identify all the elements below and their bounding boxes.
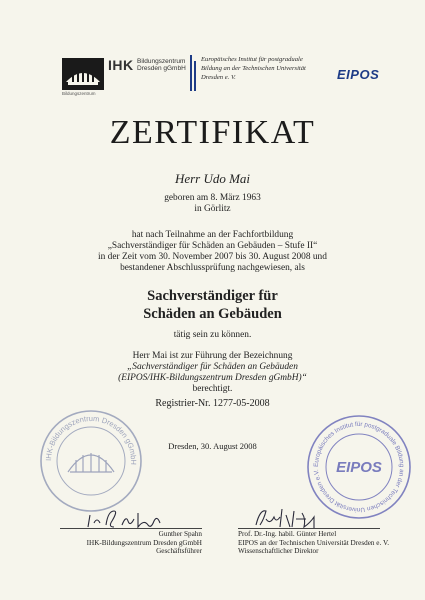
ihk-name-line2: Dresden gGmbH (137, 65, 186, 72)
eipos-logo: EIPOS (337, 67, 380, 82)
signatory-left (60, 530, 202, 556)
eipos-bars-icon (190, 55, 198, 91)
ihk-seal-stamp (38, 408, 144, 514)
qualification-line1: Sachverständiger für (147, 288, 278, 304)
grant-line4: berechtigt. (192, 384, 233, 394)
birth-info (0, 193, 425, 215)
course-intro (0, 230, 425, 274)
eipos-institute-name (201, 55, 306, 82)
certificate-title: ZERTIFIKAT (109, 114, 316, 151)
intro-line2: „Sachverständiger für Schäden an Gebäuden – Stufe II“ (107, 241, 318, 251)
born-place: in Görlitz (194, 204, 231, 214)
ihk-logo-text: IHK (108, 57, 134, 73)
signatory-right (238, 530, 408, 556)
born-date: geboren am 8. März 1963 (164, 193, 261, 203)
ihk-name-line1: Bildungszentrum (137, 58, 186, 65)
signatory-left-name: Gunther Spahn (158, 530, 202, 538)
grant-line1: Herr Mai ist zur Führung der Bezeichnung (132, 351, 293, 361)
intro-line3: in der Zeit vom 30. November 2007 bis 30. August 2008 und (98, 252, 327, 262)
signature-line-left (60, 528, 202, 529)
qualification-line2: Schäden an Gebäuden (143, 306, 282, 322)
recipient-name: Herr Udo Mai (174, 171, 251, 186)
intro-line4: bestandener Abschlussprüfung nachgewiesen, als (120, 263, 305, 273)
ihk-wordmark (108, 57, 186, 75)
signatory-right-name: Prof. Dr.-Ing. habil. Günter Hertel (238, 530, 337, 538)
ihk-logo-caption: Bildungszentrum (62, 91, 96, 96)
signatory-right-role: Wissenschaftlicher Direktor (238, 547, 319, 555)
place-date: Dresden, 30. August 2008 (168, 441, 257, 451)
grant-line3: (EIPOS/IHK-Bildungszentrum Dresden gGmbH)“ (118, 373, 307, 383)
seal-right-center-text: EIPOS (336, 459, 382, 476)
registration-number: Registrier-Nr. 1277-05-2008 (155, 398, 270, 409)
designation-grant (0, 351, 425, 395)
signature-line-right (238, 528, 380, 529)
eipos-line3: Dresden e. V. (201, 74, 236, 81)
signatory-left-role: Geschäftsführer (156, 547, 202, 555)
intro-line1: hat nach Teilnahme an der Fachfortbildung (131, 230, 294, 240)
ihk-building-logo-icon (62, 58, 104, 90)
seal-left-ring-text: IHK-Bildungszentrum Dresden gGmbH (43, 413, 139, 466)
eipos-line1: Europäisches Institut für postgraduale (201, 56, 303, 63)
qualification-title (0, 287, 425, 323)
seal-right-ring-text: Europäisches Institut für postgraduale Bildung an der Technischen Universität Dresden e.V. (312, 420, 406, 514)
eipos-line2: Bildung an der Technischen Universität (201, 65, 306, 72)
able-text: tätig sein zu können. (173, 330, 252, 340)
signatory-left-org: IHK-Bildungszentrum Dresden gGmbH (86, 538, 202, 547)
grant-line2: „Sachverständiger für Schäden an Gebäuden (127, 362, 298, 372)
signatory-right-org: EIPOS an der Technischen Universität Dresden e. V. (238, 538, 389, 547)
